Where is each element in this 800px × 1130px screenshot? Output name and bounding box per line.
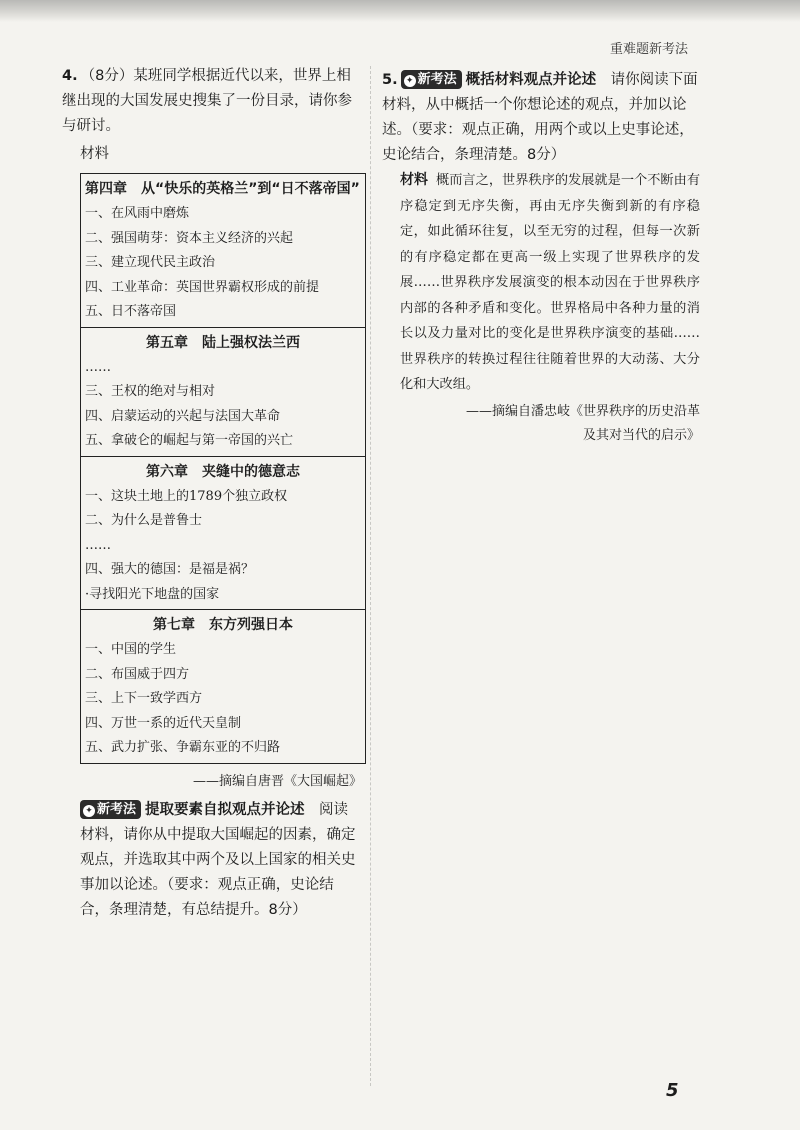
question-5 <box>382 68 700 448</box>
q4-source: ——摘编自唐晋《大国崛起》 <box>192 773 362 789</box>
chapter-item: 四、强大的德国：是福是祸？ <box>85 562 255 577</box>
chapter-item: 四、启蒙运动的兴起与法国大革命 <box>85 408 281 424</box>
chapter-item: 二、强国萌芽：资本主义经济的兴起 <box>85 230 294 246</box>
chapter-item: 四、万世一系的近代天皇制 <box>85 715 242 731</box>
chapter-item: 五、武力扩张、争霸东亚的不归路 <box>85 740 281 755</box>
page-number: 5 <box>666 1080 679 1101</box>
chapter-title: 第五章 陆上强权法兰西 <box>146 334 300 351</box>
chapter-item: ·寻找阳光下地盘的国家 <box>85 586 220 602</box>
chapter-item: 一、这块土地上的1789个独立政权 <box>85 488 288 504</box>
lightbulb-icon: ✦ <box>404 75 416 87</box>
q5-number: 5. <box>382 72 398 88</box>
chapter-title: 第七章 东方列强日本 <box>153 617 293 633</box>
q4-intro-text: （8分）某班同学根据近代以来，世界上相继出现的大国发展史搜集了一份目录，请你参与研讨。 <box>62 68 352 134</box>
chapter-item: 三、王权的绝对与相对 <box>85 384 216 399</box>
column-divider <box>370 66 371 1086</box>
chapter-block <box>81 457 365 611</box>
q5-source-line-1: ——摘编自潘忠岐《世界秩序的历史沿革 <box>465 403 700 419</box>
q4-task <box>62 798 362 923</box>
q5-material <box>400 168 700 398</box>
q5-intro <box>382 68 700 168</box>
new-method-badge: ✦ 新考法 <box>80 800 141 819</box>
question-4 <box>62 64 362 923</box>
chapter-item: 五、日不落帝国 <box>85 304 177 319</box>
chapter-item: 二、为什么是普鲁士 <box>85 513 203 528</box>
chapter-title: 第六章 夹缝中的德意志 <box>146 463 300 480</box>
lightbulb-icon: ✦ <box>83 805 95 817</box>
chapter-table <box>80 173 366 764</box>
chapter-item: 一、在风雨中磨炼 <box>85 206 190 221</box>
chapter-block <box>81 328 365 457</box>
chapter-item: 三、上下一致学西方 <box>85 691 203 706</box>
q4-intro <box>62 64 362 139</box>
chapter-item: 三、建立现代民主政治 <box>85 255 216 270</box>
q4-number: 4. <box>62 68 78 84</box>
q5-source-line-2: 及其对当代的启示》 <box>582 427 700 443</box>
section-header: 重难题新考法 <box>609 42 688 57</box>
q4-task-title: 提取要素自拟观点并论述 <box>145 801 305 818</box>
q5-material-label: 材料 <box>400 172 429 188</box>
q5-material-text: 概而言之，世界秩序的发展就是一个不断由有序稳定到无序失衡，再由无序失衡到新的有序稳定，如此循环往复，以至无穷的过程，但每一次新的有序稳定都在更高一级上实现了世界秩序的发展……世界秩序发展演变的根本动因在于世界秩序内部的各种矛盾和变化。世界格局中各种力量的消长以及力量对比的变化是世界秩序演变的基础……世界秩序的转换过程往往随着世界的大动荡、大分化和大改组。 <box>400 173 701 392</box>
chapter-item: …… <box>85 359 111 375</box>
chapter-item: 一、中国的学生 <box>85 642 177 657</box>
chapter-item: 五、拿破仑的崛起与第一帝国的兴亡 <box>85 433 294 448</box>
q5-task-text: 请你阅读下面材料，从中概括一个你想论述的观点，并加以论述。（要求：观点正确，用两个或以上史事论述，史论结合，条理清楚。8分） <box>382 72 698 163</box>
scan-shadow <box>0 0 800 22</box>
q5-task-title: 概括材料观点并论述 <box>465 72 597 88</box>
chapter-block <box>81 610 365 763</box>
chapter-item: …… <box>85 537 111 553</box>
chapter-block <box>81 174 365 328</box>
chapter-title: 第四章 从“快乐的英格兰”到“日不落帝国” <box>85 181 360 197</box>
q4-task-text: 阅读材料，请你从中提取大国崛起的因素，确定观点，并选取其中两个及以上国家的相关史事加以论述。（要求：观点正确，史论结合，条理清楚，有总结提升。8分） <box>80 801 356 918</box>
chapter-item: 二、布国威于四方 <box>85 666 190 682</box>
q4-material-label: 材料 <box>80 146 109 162</box>
chapter-item: 四、工业革命：英国世界霸权形成的前提 <box>85 279 320 295</box>
new-method-badge: ✦ 新考法 <box>401 70 462 89</box>
